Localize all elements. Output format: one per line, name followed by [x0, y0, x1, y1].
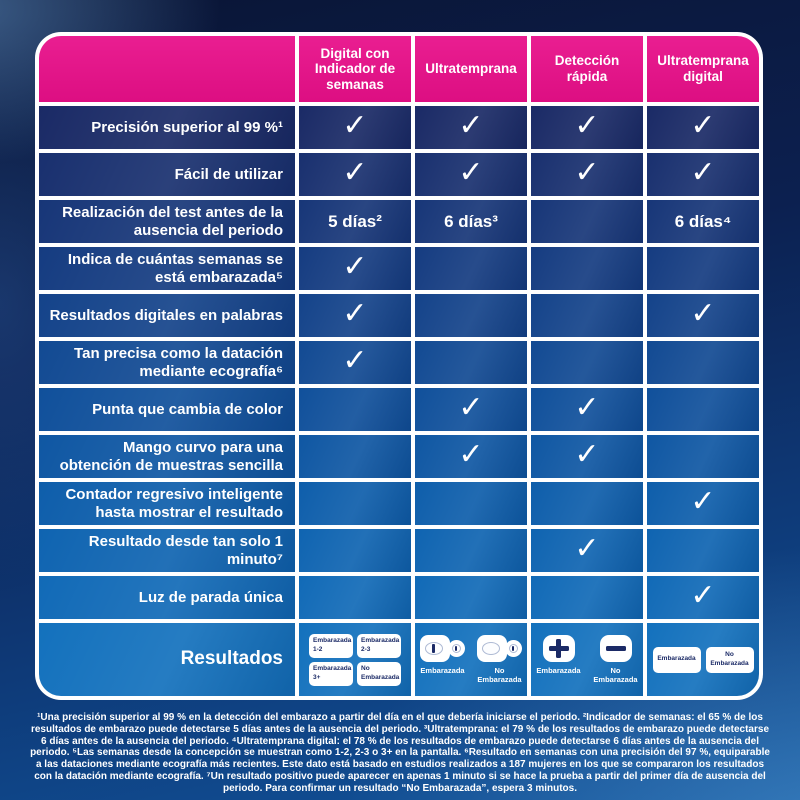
pill-line: No Embarazada [710, 651, 749, 667]
row-label-resultados-digitales: Resultados digitales en palabras [39, 294, 295, 337]
pill-line: 1-2 [313, 645, 323, 653]
pill-line: Embarazada [361, 673, 400, 681]
feature-cell [647, 388, 759, 431]
results-ultratemprana [415, 623, 527, 696]
header-digital-weeks: Digital con Indicador de semanas [299, 36, 411, 102]
results-deteccion-rapida [531, 623, 643, 696]
row-label-punta: Punta que cambia de color [39, 388, 295, 431]
days-value-cell [531, 200, 643, 243]
checkmark-icon: ✓ [531, 388, 643, 431]
checkmark-icon: ✓ [647, 576, 759, 619]
feature-cell [415, 482, 527, 525]
result-caption: Embarazada [420, 665, 465, 675]
row-label-mango: Mango curvo para una obtención de muestras sencilla [39, 435, 295, 478]
pill-line: Embarazada [313, 665, 352, 673]
pill-line: No [361, 665, 370, 673]
result-pill [706, 647, 754, 673]
header-ultratemprana: Ultratemprana [415, 36, 527, 102]
checkmark-icon: ✓ [531, 153, 643, 196]
checkmark-icon: ✓ [647, 294, 759, 337]
feature-cell [531, 341, 643, 384]
checkmark-icon: ✓ [415, 106, 527, 149]
result-caption: No Embarazada [593, 665, 638, 684]
feature-cell [299, 482, 411, 525]
feature-cell [299, 435, 411, 478]
row-label-1-minuto: Resultado desde tan solo 1 minuto⁷ [39, 529, 295, 572]
row-label-datacion: Tan precisa como la datación mediante ecografía⁶ [39, 341, 295, 384]
checkmark-icon: ✓ [647, 106, 759, 149]
feature-cell [531, 247, 643, 290]
header-deteccion-rapida: Detección rápida [531, 36, 643, 102]
feature-cell [415, 247, 527, 290]
result-pill [653, 647, 701, 673]
feature-cell [647, 341, 759, 384]
checkmark-icon: ✓ [647, 482, 759, 525]
row-label-realizacion: Realización del test antes de la ausencia del periodo [39, 200, 295, 243]
days-value-cell: 6 días³ [415, 200, 527, 243]
checkmark-icon: ✓ [299, 106, 411, 149]
header-ultratemprana-digital: Ultratemprana digital [647, 36, 759, 102]
row-label-semanas: Indica de cuántas semanas se está embarazada⁵ [39, 247, 295, 290]
row-label-luz: Luz de parada única [39, 576, 295, 619]
result-pill [357, 634, 401, 658]
minus-icon [600, 635, 632, 662]
days-value-cell: 6 días⁴ [647, 200, 759, 243]
test-stick-negative-icon [477, 635, 523, 662]
checkmark-icon: ✓ [415, 388, 527, 431]
pill-line: 2-3 [361, 645, 371, 653]
checkmark-icon: ✓ [299, 294, 411, 337]
feature-cell [531, 294, 643, 337]
row-label-contador: Contador regresivo inteligente hasta mostrar el resultado [39, 482, 295, 525]
footnote-text: ¹Una precisión superior al 99 % en la detección del embarazo a partir del día en el que debería iniciarse el periodo. ²Indicador de semanas: el 65 % de los resultados de embarazo puede detectarse 5 días antes de la ausencia del periodo. ³Ultratemprana: el 79 % de los resultados de embarazo puede detectarse 6 días antes de la ausencia del periodo. ⁴Ultratemprana digital: el 78 % de los resultados de embarazo puede detectarse 6 días antes de la ausencia del periodo. ⁵Las semanas desde la concepción se muestran como 1-2, 2-3 o 3+ en la pantalla. ⁶Resultado en semanas con una precisión del 97 %, equiparable a las dataciones mediante ecografía más recientes. Este dato está basado en estudios realizados a 187 mujeres en los que se compararon los resultados con la datación mediante ecografía. ⁷Un resultado positivo puede aparecer en apenas 1 minuto si se hace la prueba a partir del primer día de ausencia del periodo. Para confirmar un resultado “No Embarazada”, espera 3 minutos. [30, 712, 770, 794]
result-pill [357, 662, 401, 686]
plus-icon [543, 635, 575, 662]
feature-cell [647, 529, 759, 572]
test-stick-positive-icon [420, 635, 466, 662]
header-corner-cell [39, 36, 295, 102]
results-ultratemprana-digital [647, 623, 759, 696]
feature-cell [531, 482, 643, 525]
checkmark-icon: ✓ [299, 247, 411, 290]
result-pill [309, 662, 353, 686]
feature-cell [415, 576, 527, 619]
feature-cell [415, 341, 527, 384]
results-digital-weeks [299, 623, 411, 696]
result-caption: Embarazada [536, 665, 581, 675]
checkmark-icon: ✓ [415, 435, 527, 478]
pill-line: Embarazada [313, 637, 352, 645]
pill-line: Embarazada [361, 637, 400, 645]
feature-cell [647, 247, 759, 290]
pill-line: Embarazada [657, 655, 696, 663]
checkmark-icon: ✓ [647, 153, 759, 196]
checkmark-icon: ✓ [531, 435, 643, 478]
feature-cell [299, 388, 411, 431]
comparison-table [35, 32, 763, 700]
checkmark-icon: ✓ [415, 153, 527, 196]
feature-cell [299, 576, 411, 619]
row-label-facil: Fácil de utilizar [39, 153, 295, 196]
checkmark-icon: ✓ [531, 106, 643, 149]
checkmark-icon: ✓ [299, 153, 411, 196]
days-value-cell: 5 días² [299, 200, 411, 243]
feature-cell [531, 576, 643, 619]
checkmark-icon: ✓ [531, 529, 643, 572]
feature-cell [299, 529, 411, 572]
row-label-precision: Precisión superior al 99 %¹ [39, 106, 295, 149]
result-pill [309, 634, 353, 658]
feature-cell [415, 529, 527, 572]
result-caption: No Embarazada [477, 665, 522, 684]
feature-cell [415, 294, 527, 337]
feature-cell [647, 435, 759, 478]
results-row-label: Resultados [39, 623, 295, 696]
checkmark-icon: ✓ [299, 341, 411, 384]
pill-line: 3+ [313, 673, 321, 681]
